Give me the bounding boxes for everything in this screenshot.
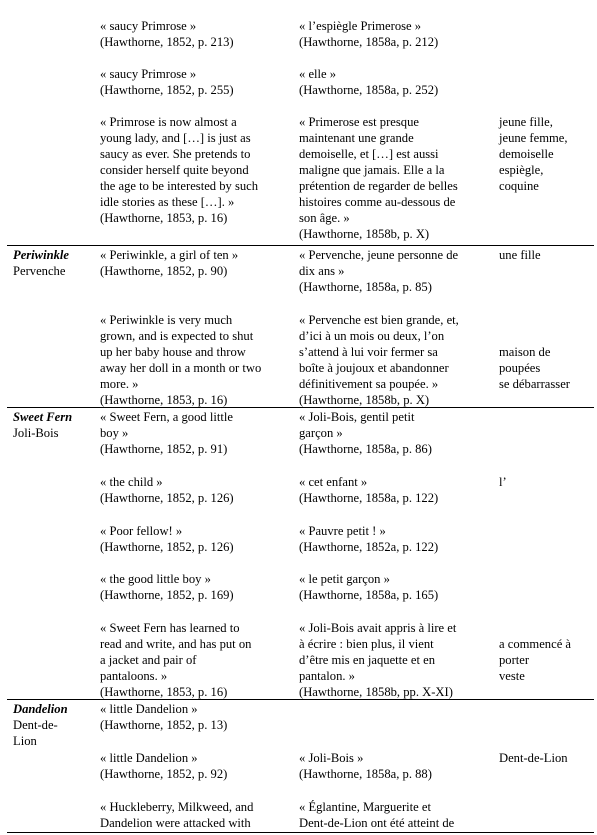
cell-text: « Joli-Bois avait appris à lire et à écrire : bien plus, il vient d’être mis en jaquette et en pantalon. » (Hawthorne, 1858b, pp. X-XI) [299, 621, 457, 699]
translation-text-cell [299, 750, 487, 782]
gloss-cell [499, 474, 594, 490]
row-separator [7, 832, 594, 833]
gloss-cell [499, 312, 594, 392]
source-text-cell [100, 114, 288, 226]
cell-text: l’ [499, 475, 507, 489]
source-text-cell [100, 474, 288, 506]
cell-text: « Pervenche, jeune personne de dix ans » (Hawthorne, 1858a, p. 85) [299, 248, 459, 294]
source-text-cell [100, 799, 288, 831]
cell-text: maison de poupées se débarrasser [499, 345, 570, 391]
cell-text: « little Dandelion » (Hawthorne, 1852, p. 13) [100, 702, 228, 732]
row-separator [7, 245, 594, 246]
source-text-cell [100, 750, 288, 782]
cell-text: « little Dandelion » (Hawthorne, 1852, p. 92) [100, 751, 228, 781]
character-name-cell [13, 701, 93, 749]
cell-text: « the good little boy » (Hawthorne, 1852, p. 169) [100, 572, 234, 602]
cell-text: jeune fille, jeune femme, demoiselle espiègle, coquine [499, 115, 568, 193]
source-text-cell [100, 247, 288, 279]
cell-text: « Poor fellow! » (Hawthorne, 1852, p. 126) [100, 524, 234, 554]
source-text-cell [100, 571, 288, 603]
french-name: Joli-Bois [13, 426, 59, 440]
cell-text: « Periwinkle, a girl of ten » (Hawthorne, 1852, p. 90) [100, 248, 239, 278]
english-name: Periwinkle [13, 248, 69, 262]
translation-text-cell [299, 18, 487, 50]
translation-text-cell [299, 474, 487, 506]
cell-text: « cet enfant » (Hawthorne, 1858a, p. 122) [299, 475, 439, 505]
cell-text: « Periwinkle is very much grown, and is expected to shut up her baby house and throw away her doll in a month or two more. » (Hawthorne, 1853, p. 16) [100, 313, 262, 407]
source-text-cell [100, 620, 288, 700]
translation-text-cell [299, 799, 487, 831]
cell-text: a commencé à porter veste [499, 637, 572, 683]
source-text-cell [100, 701, 288, 733]
cell-text: « Pauvre petit ! » (Hawthorne, 1852a, p. 122) [299, 524, 439, 554]
gloss-cell [499, 247, 594, 263]
translation-text-cell [299, 66, 487, 98]
source-text-cell [100, 312, 288, 408]
gloss-cell [499, 750, 594, 766]
cell-text: « le petit garçon » (Hawthorne, 1858a, p. 165) [299, 572, 439, 602]
translation-text-cell [299, 523, 487, 555]
row-separator [7, 407, 594, 408]
french-name: Dent-de- Lion [13, 718, 58, 748]
source-text-cell [100, 66, 288, 98]
cell-text: « elle » (Hawthorne, 1858a, p. 252) [299, 67, 439, 97]
english-name: Sweet Fern [13, 410, 73, 424]
source-text-cell [100, 523, 288, 555]
cell-text: « Sweet Fern has learned to read and write, and has put on a jacket and pair of pantaloons. » (Hawthorne, 1853, p. 16) [100, 621, 252, 699]
french-name: Pervenche [13, 264, 66, 278]
english-name: Dandelion [13, 702, 68, 716]
cell-text: « Joli-Bois » (Hawthorne, 1858a, p. 88) [299, 751, 432, 781]
cell-text: « Sweet Fern, a good little boy » (Hawthorne, 1852, p. 91) [100, 410, 233, 456]
translation-text-cell [299, 312, 487, 408]
cell-text: « saucy Primrose » (Hawthorne, 1852, p. 255) [100, 67, 234, 97]
cell-text: Dent-de-Lion [499, 751, 568, 765]
cell-text: une fille [499, 248, 541, 262]
translation-text-cell [299, 409, 487, 457]
cell-text: « l’espiègle Primerose » (Hawthorne, 1858a, p. 212) [299, 19, 439, 49]
translation-text-cell [299, 571, 487, 603]
translation-text-cell [299, 620, 487, 700]
gloss-cell [499, 620, 594, 684]
character-name-cell [13, 409, 93, 441]
source-text-cell [100, 18, 288, 50]
cell-text: « saucy Primrose » (Hawthorne, 1852, p. 213) [100, 19, 234, 49]
character-name-cell [13, 247, 93, 279]
cell-text: « Primerose est presque maintenant une grande demoiselle, et […] est aussi maligne que jamais. Elle a la prétention de regarder de belles histoires comme au-dessous de son âge. » (Hawthorne, 1858b, p. X) [299, 115, 458, 241]
translation-text-cell [299, 114, 487, 242]
cell-text: « Huckleberry, Milkweed, and Dandelion were attacked with [100, 800, 254, 830]
row-separator [7, 699, 594, 700]
cell-text: « Églantine, Marguerite et Dent-de-Lion ont été atteint de [299, 800, 455, 830]
translation-text-cell [299, 247, 487, 295]
cell-text: « Joli-Bois, gentil petit garçon » (Hawthorne, 1858a, p. 86) [299, 410, 432, 456]
cell-text: « Pervenche est bien grande, et, d’ici à un mois ou deux, l’on s’attend à lui voir fermer sa boîte à joujoux et abandonner définitivement sa poupée. » (Hawthorne, 1858b, p. X) [299, 313, 459, 407]
gloss-cell [499, 114, 594, 194]
cell-text: « the child » (Hawthorne, 1852, p. 126) [100, 475, 234, 505]
cell-text: « Primrose is now almost a young lady, and […] is just as saucy as ever. She pretends to consider herself quite beyond the age to be interested by such idle stories as these […]. » (Hawthorne, 1853, p. 16) [100, 115, 259, 225]
source-text-cell [100, 409, 288, 457]
